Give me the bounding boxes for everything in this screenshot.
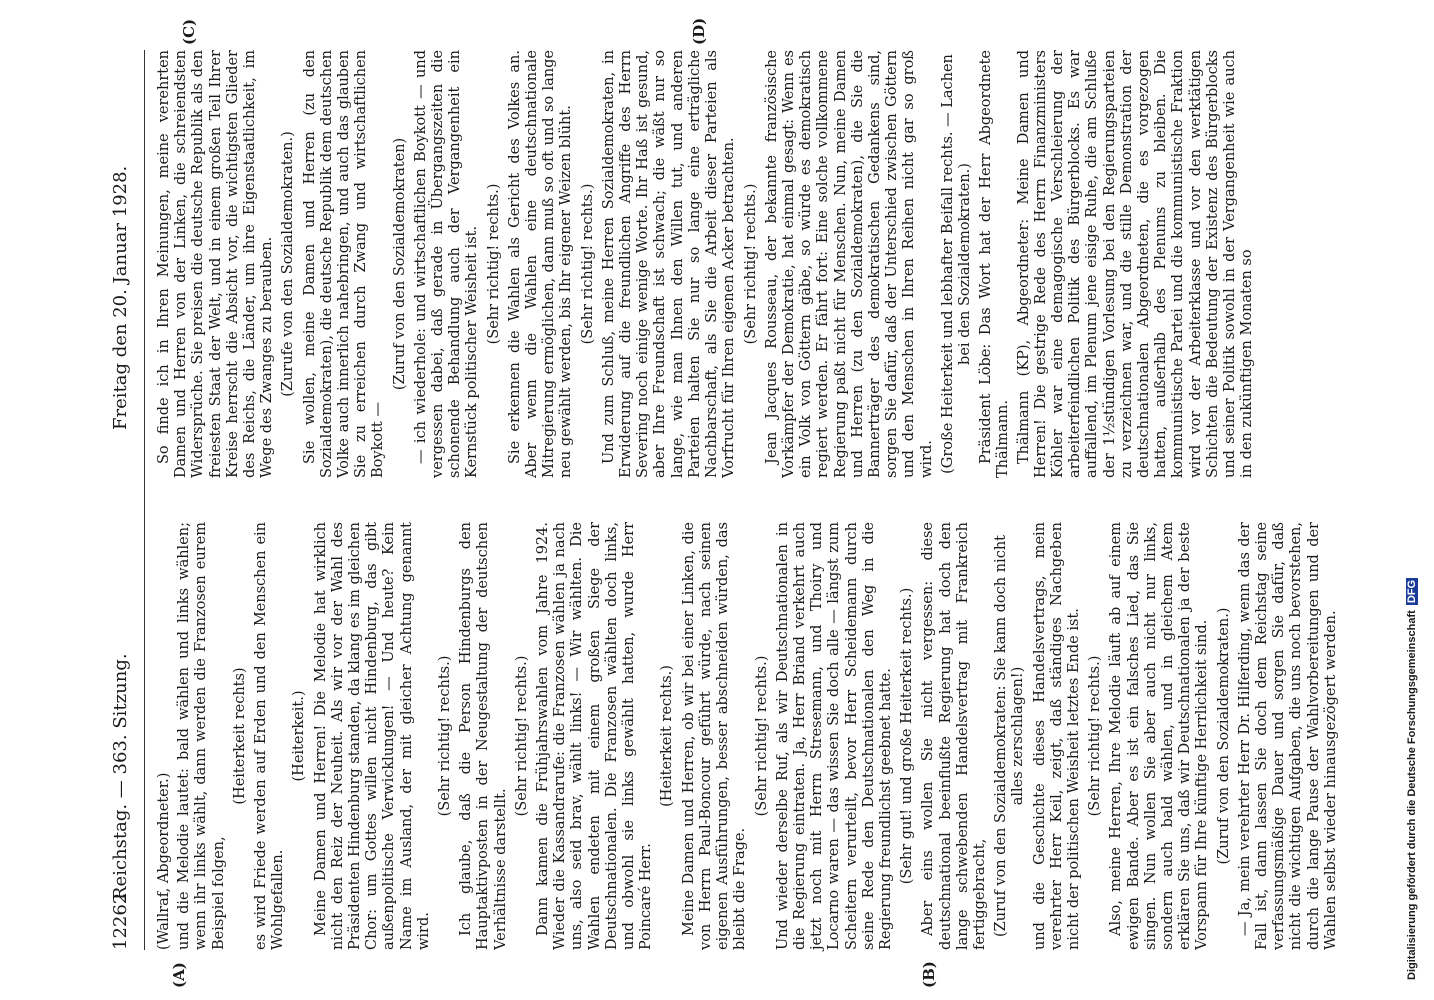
right-column [156,50,1259,478]
rotated-page-content [80,17,1350,988]
margin-label-c: (C) [180,18,198,45]
paragraph: (Heiterkeit rechts.) [659,665,676,807]
left-column [156,522,1343,950]
paragraph: Und wieder derselbe Ruf, als wir Deutschnationalen in die Regierung eintraten. Ja, Herr Briand verkehrt auch jetzt noch mit Herrn Stresemann, und Thoiry und Locarno waren — das wissen Sie doch alle — längst zum Scheitern verurteilt, bevor Herr Scheidemann durch seine Rede den Deutschnationalen den Weg in die Regierung freundlichst geebnet hatte. [774,522,894,950]
paragraph: und die Melodie lautet: bald wählen und links wählen; wenn ihr links wählt, dann werden die Franzosen eurem Beispiel folgen, [176,522,227,950]
margin-label-d: (D) [690,17,708,45]
paragraph: So finde ich in Ihren Meinungen, meine verehrten Damen und Herren von der Linken, die schreiendsten Widersprüche. Sie preisen die deutsche Republik als den freiesten Staat der Welt, und in einem großen Teil Ihrer Kreise herrscht die Absicht vor, die wichtigsten Glieder des Reichs, die Länder, um ihre Eigenstaatlichkeit, im Wege des Zwanges zu berauben. [156,50,276,478]
paragraph: (Zuruf von den Sozialdemokraten: Sie kann doch nicht alles zerschlagen!) [993,535,1027,937]
header-right: Freitag den 20. Januar 1928. [110,165,131,430]
paragraph: (Sehr richtig! rechts.) [742,183,759,345]
paragraph: (Heiterkeit rechts) [231,667,248,805]
paragraph: es wird Friede werden auf Erden und den Menschen ein Wohlgefallen. [253,522,287,950]
paragraph: (Zuruf von den Sozialdemokraten) [391,137,408,391]
paragraph: Thälmann (KP), Abgeordneter: Meine Damen und Herren! Die gestrige Rede des Herrn Finanzministers Köhler war eine demagogische Verschleierung der arbeiterfeindlichen Politik des Bürgerblocks. Es war auffallend, im Plenum jene eisige Ruhe, die am Schluße der 1½stündigen Vorlesung bei den Regierungsparteien zu verzeichnen war, und die stille Demonstration der deutschnationalen Abgeordneten, die es vorgezogen hatten, außerhalb des Plenums zu bleiben. Die kommunistische Partei und die kommunistische Fraktion wird vor der Arbeiterklasse und vor den werktätigen Schichten die Bedeutung der Existenz des Bürgerblocks und seiner Politik sowohl in der Vergangenheit wie auch in den zukünftigen Monaten so [1015,50,1256,478]
paragraph: Also, meine Herren, Ihre Melodie läuft ab auf einem ewigen Bande. Aber es ist ein falsches Lied, das Sie singen. Nun wollen Sie aber auch nicht nur links, sondern auch bald wählen, und in gleichem Atem erklären Sie uns, daß wir Deutschnationalen ja der beste Vorspann für Ihre künftige Herrlichkeit sind. [1108,522,1211,950]
header-rule [144,50,145,950]
paragraph: (Sehr richtig! rechts.) [753,655,770,817]
paragraph: Und zum Schluß, meine Herren Sozialdemokraten, in Erwiderung auf die freundlichen Angriffe des Herrn Severing noch einige wenige Worte. Ihr Haß ist gesund, aber Ihre Freundschaft ist schwach; die wäßt nur so lange, wie man Ihnen den Willen tut, und anderen Parteien halten Sie nur so lange eine erträgliche Nachbarschaft, als Sie die Arbeit dieser Parteien als Vorfrucht für Ihren eigenen Acker betrachten. [600,50,738,478]
paragraph: (Heiterkeit.) [291,690,308,782]
header-left: Reichstag. — 363. Sitzung. [110,653,131,900]
paragraph: — Ja, mein verehrter Herr Dr. Hilferding, wenn das der Fall ist, dann lassen Sie doch dem Reichstag seine verfassungsmäßige Dauer und sorgen Sie dafür, daß nicht die wichtigen Aufgaben, die uns noch bevorstehen, durch die lange Pause der Wahlvorbereitungen und der Wahlen selbst wieder hinausgezögert werden. [1236,522,1339,950]
paragraph: Aber eins wollen Sie nicht vergessen: diese deutschnational beeinflußte Regierung hat doch den lange schwebenden Handelsvertrag mit Frankreich fertiggebracht, [920,522,988,950]
paragraph: Sie erkennen die Wahlen als Gericht des Volkes an. Aber wenn die Wahlen eine deutschnationale Mitregierung ermöglichen, dann muß so oft und so lange neu gewählt werden, bis Ihr eigener Weizen blüht. [506,50,575,478]
paragraph: (Sehr richtig! rechts.) [579,183,596,345]
paragraph: (Große Heiterkeit und lebhafter Beifall rechts. — Lachen bei den Sozialdemokraten.) [939,54,973,474]
page-header [110,50,162,950]
paragraph: Jean Jacques Rousseau, der bekannte französische Vorkämpfer der Demokratie, hat einmal gesagt: Wenn es ein Volk von Göttern gäbe, so würde es demokratisch regiert werden. Er fährt fort: Eine solche vollkommene Regierung paßt nicht für Menschen. Nun, meine Damen und Herren (zu den Sozialdemokraten), die Sie die Bannerträger des demokratischen Gedankens sind, sorgen Sie dafür, daß der Unterschied zwischen Göttern und den Menschen in Ihren Reihen nicht gar so groß wird. [763,50,935,478]
paragraph: (Sehr richtig! rechts.) [485,183,502,345]
paragraph: Dann kamen die Frühjahrswahlen vom Jahre 1924. Wieder die Kassandrarufe: die Franzosen wählen ja nach uns, also seid brav, wählt links! — Wir wählten. Die Wahlen endeten mit einem großen Siege der Deutschnationalen. Die Franzosen wählten doch links, und obwohl sie links gewählt hatten, wurde Herr Poincaré Herr. [535,522,655,950]
paragraph: (Zurufe von den Sozialdemokraten.) [280,131,297,397]
page-number: 12262 [110,892,131,950]
paragraph: — ich wiederhole: und wirtschaftlichen Boykott — und vergessen dabei, daß gerade in Übergangszeiten die schonende Behandlung auch der Vergangenheit ein Kernstück politischer Weisheit ist. [412,50,481,478]
digitization-text: Digitalisierung gefördert durch die Deutsche Forschungsgemeinschaft [1406,610,1418,980]
paragraph: (Sehr gut! und große Heiterkeit rechts.) [899,587,916,885]
paragraph: Meine Damen und Herren! Die Melodie hat wirklich nicht den Reiz der Neuheit. Als wir vor der Wahl des Präsidenten Hindenburg standen, da klang es im gleichen Chor: um Gottes willen nicht Hindenburg, das gibt außenpolitische Verwicklungen! — Und heute? Kein Name im Ausland, der mit gleicher Achtung genannt wird. [312,522,432,950]
paragraph: (Zuruf von den Sozialdemokraten.) [1215,607,1232,865]
paragraph: (Sehr richtig! rechts.) [437,655,454,817]
margin-label-a: (A) [170,962,188,988]
paragraph: (Sehr richtig! rechts.) [513,655,530,817]
paragraph: Meine Damen und Herren, ob wir bei einer Linken, die von Herrn Paul-Boncour geführt würde, nach seinen eigenen Ausführungen, besser abschneiden würden, das bleibt die Frage. [680,522,749,950]
paragraph: (Sehr richtig! rechts.) [1087,655,1104,817]
document-page [80,17,1350,988]
paragraph: Sie wollen, meine Damen und Herren (zu den Sozialdemokraten), die deutsche Republik dem deutschen Volke auch innerlich nahebringen, und auch das glauben Sie zu erreichen durch Zwang und wirtschaftlichen Boykott — [301,50,387,478]
paragraph: Präsident Löbe: Das Wort hat der Herr Abgeordnete Thälmann. [978,50,1012,478]
dfg-logo: DFG [1406,579,1418,604]
margin-label-b: (B) [920,961,938,988]
paragraph: Ich glaube, daß die Person Hindenburgs den Hauptaktivposten in der Neugestaltung der deutschen Verhältnisse darstellt. [458,522,509,950]
paragraph: und die Geschichte dieses Handelsvertrags, mein verehrter Herr Keil, zeigt, daß ständiges Nachgeben nicht der politischen Weisheit letztes Ende ist. [1031,522,1082,950]
paragraph: (Wallraf, Abgeordneter.) [156,772,172,950]
digitization-notice [1394,0,1434,1000]
